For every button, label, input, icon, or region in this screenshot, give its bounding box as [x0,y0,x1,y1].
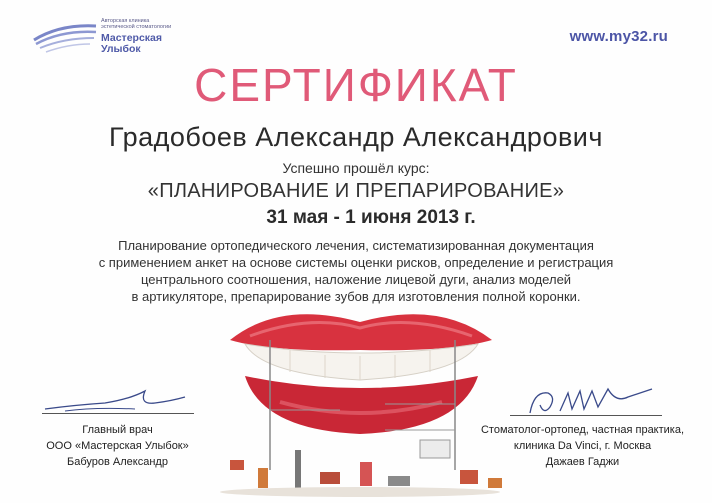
right-signatory [470,422,695,470]
signatory-org: ООО «Мастерская Улыбок» [46,440,189,452]
logo-brand-line: Улыбок [101,43,141,55]
signatory-name: Дажаев Гаджи [545,456,620,468]
logo-small-line: Авторская клиника [101,18,150,24]
signatory-title: Главный врач [82,424,153,436]
description-line: центрального соотношения, наложение лицевой дуги, анализ моделей [140,272,572,287]
logo-small-line: эстетической стоматологии [101,24,172,30]
left-signature-line [42,413,194,414]
recipient-name: Градобоев Александр Александрович [109,122,603,152]
course-title: «ПЛАНИРОВАНИЕ И ПРЕПАРИРОВАНИЕ» [147,180,565,202]
smile-swoosh-icon [30,18,100,58]
description-line: Планирование ортопедического лечения, систематизированная документация [118,238,594,253]
logo-small-text [101,18,221,30]
signatory-name: Бабуров Александр [67,456,168,468]
course-description [30,237,682,305]
website-url: www.my32.ru [569,28,668,45]
left-signatory [30,422,205,470]
lips-illustration [210,300,510,500]
description-line: с применением анкет на основе системы оценки рисков, определение и регистрация [98,255,614,270]
logo-brand-text [101,33,162,55]
right-signature [520,383,660,417]
right-signature-line [510,415,662,416]
signatory-org: клиника Da Vinci, г. Москва [513,440,652,452]
course-dates: 31 мая - 1 июня 2013 г. [266,207,476,228]
signatory-title: Стоматолог-ортопед, частная практика, [480,424,685,436]
description-line: в артикуляторе, препарирование зубов для изготовления полной коронки. [131,289,581,304]
completed-label: Успешно прошёл курс: [282,160,430,176]
left-signature [35,385,195,415]
certificate-title: СЕРТИФИКАТ [194,59,518,111]
logo-brand-line: Мастерская [101,32,163,44]
